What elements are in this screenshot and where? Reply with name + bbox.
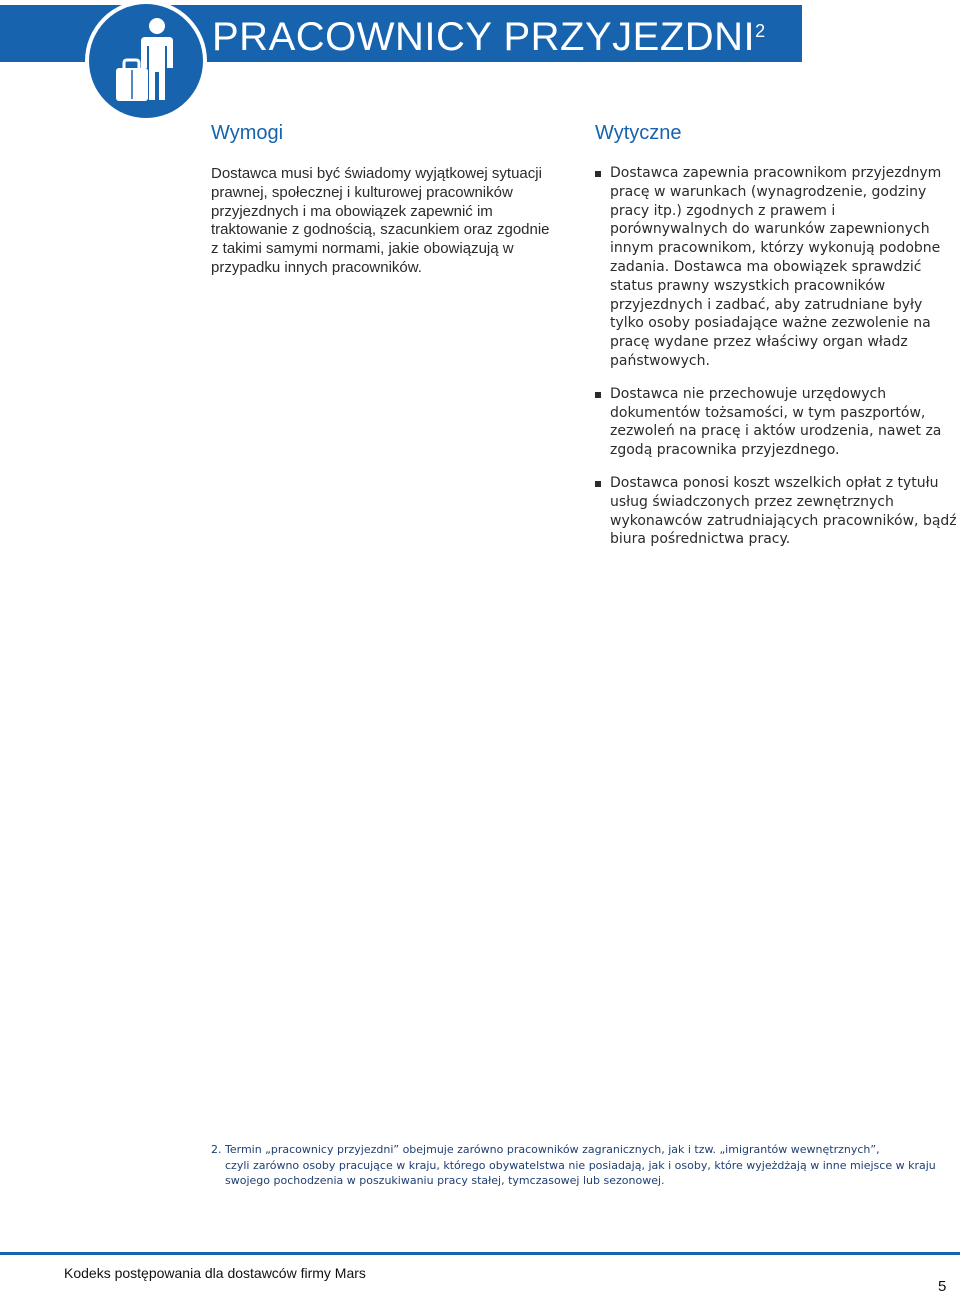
guideline-item [595,164,957,371]
bullet-square-icon [595,392,601,398]
guidelines-heading: Wytyczne [595,122,682,144]
requirements-heading: Wymogi [211,122,284,144]
footer-divider [0,1252,960,1255]
footnote-marker: 2 [755,21,766,41]
page-title-text: PRACOWNICY PRZYJEZDNI [212,15,756,59]
footnote-number: 2. [211,1143,222,1156]
footnote-continuation: czyli zarówno osoby pracujące w kraju, którego obywatelstwa nie posiadają, jak i osoby, które wyjeżdżają w inne miejsce w kraju swojego pochodzenia w poszukiwaniu pracy stałej, tymczasowej lub sezonowej. [225,1158,936,1187]
footer-title: Kodeks postępowania dla dostawców firmy Mars [64,1265,366,1281]
footnote [211,1142,956,1189]
guidelines-list [595,164,957,563]
guideline-text: Dostawca ponosi koszt wszelkich opłat z tytułu usług świadczonych przez zewnętrznych wykonawców zatrudniających pracowników, bądź biura pośrednictwa pracy. [610,474,957,548]
bullet-square-icon [595,481,601,487]
requirements-text: Dostawca musi być świadomy wyjątkowej sytuacji prawnej, społecznej i kulturowej pracowników przyjezdnych i ma obowiązek zapewnić im traktowanie z godnością, szacunkiem oraz zgodnie z takimi samymi normami, jakie obowiązują w przypadku innych pracowników. [211,165,550,276]
guideline-text: Dostawca zapewnia pracownikom przyjezdnym pracę w warunkach (wynagrodzenie, godziny pracy itp.) zgodnych z prawem i porównywalnych do warunków zapewnionych innym pracownikom, którzy wykonują podobne zadania. Dostawca ma obowiązek sprawdzić status prawny wszystkich pracowników przyjezdnych i zadbać, aby zatrudniane były tylko osoby posiadające ważne zezwolenie na pracę wydane przez właściwy organ władz państwowych. [610,165,942,369]
guideline-item [595,385,957,460]
page-title [212,12,766,62]
page-number: 5 [938,1278,947,1295]
bullet-square-icon [595,171,601,177]
guideline-text: Dostawca nie przechowuje urzędowych dokumentów tożsamości, w tym paszportów, zezwoleń na pracę i aktów urodzenia, nawet za zgodą pracownika przyjezdnego. [610,385,942,459]
guideline-item [595,474,957,549]
traveler-with-suitcase-icon [89,4,203,118]
footnote-first-line: Termin „pracownicy przyjezdni” obejmuje zarówno pracowników zagranicznych, jak i tzw. „imigrantów wewnętrznych”, [225,1143,880,1156]
